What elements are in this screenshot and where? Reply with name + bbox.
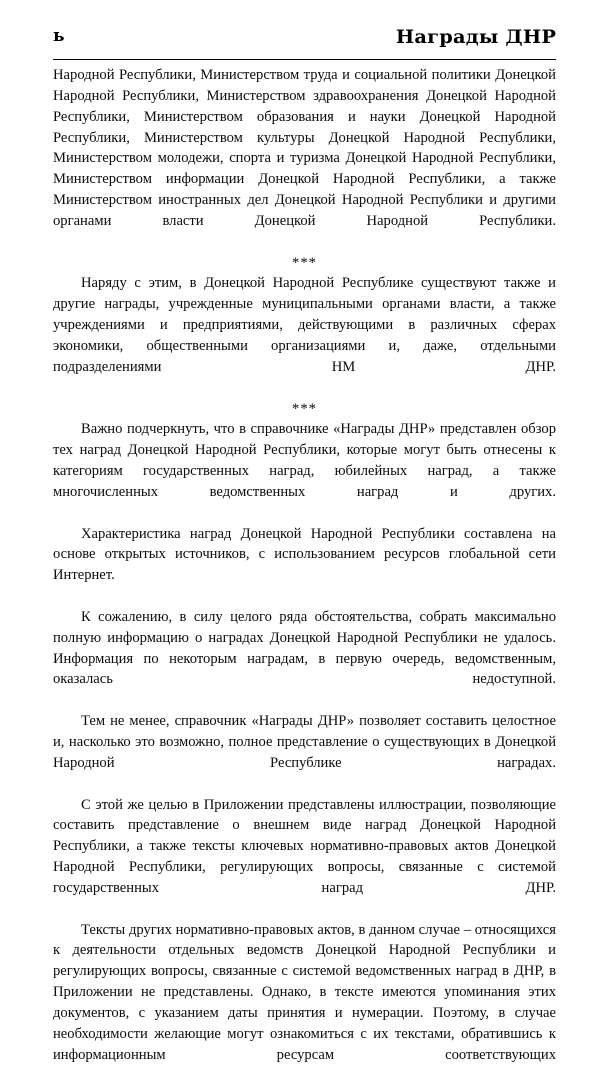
paragraph-4: Характеристика наград Донецкой Народной Республики составлена на основе открытых источников, с использованием ресурсов глобальной сети Интернет. — [53, 525, 556, 584]
paragraph-6: Тем не менее, справочник «Награды ДНР» позволяет составить целостное и, насколько это возможно, полное представление о существующих в Донецкой Народной Республике наградах. — [53, 713, 556, 771]
paragraph-1: Народной Республики, Министерством труда и социальной политики Донецкой Народной Республики, Министерством здравоохранения Донецкой Народной Республики, Министерством образования и науки Донецкой Народной Республики, Министерством культуры Донецкой Народной Республики, Министерством молодежи, спорта и туризма Донецкой Народной Республики, Министерством информации Донецкой Народной Республики, а также Министерством иностранных дел Донецкой Народной Республики и другими органами власти Донецкой Народной Республики. — [53, 67, 556, 229]
section-separator-1: *** — [292, 254, 317, 271]
page-folio: ь — [53, 26, 66, 46]
running-title: Награды ДНР — [395, 26, 556, 48]
paragraph-7: С этой же целью в Приложении представлены иллюстрации, позволяющие составить представление о внешнем виде наград Донецкой Народной Республики, а также тексты ключевых нормативно-правовых актов Донецкой Народной Республики, регулирующих вопросы, связанные с системой государственных наград ДНР. — [53, 796, 556, 896]
paragraph-3: Важно подчеркнуть, что в справочнике «Награды ДНР» представлен обзор тех наград Донецкой Народной Республики, которые могут быть отнесены к категориям государственных наград, юбилейных наград, а также многочисленных ведомственных наград и других. — [53, 421, 556, 500]
paragraph-5: К сожалению, в силу целого ряда обстоятельства, собрать максимально полную информацию о наградах Донецкой Народной Республики не удалось. Информация по некоторым наградам, в первую очередь, ведомственным, оказалась недоступной. — [53, 608, 556, 688]
paragraph-8: Тексты других нормативно-правовых актов, в данном случае – относящихся к деятельности отдельных ведомств Донецкой Народной Республики и регулирующих вопросы, связанные с системой ведомственных наград в ДНР, в Приложении не представлены. Однако, в тексте имеются упоминания этих документов, с указанием даты принятия и нумерации. Поэтому, в случае необходимости желающие могут ознакомиться с их текстами, обратившись к информационным ресурсам соответствующих — [53, 921, 556, 1063]
running-header — [53, 28, 556, 58]
paragraph-2: Наряду с этим, в Донецкой Народной Республике существуют также и другие награды, учрежденные муниципальными органами власти, а также учреждениями и предприятиями, действующими в различных сферах экономики, общественными организациями и, даже, отдельными подразделениями НМ ДНР. — [53, 275, 556, 375]
header-rule-divider — [53, 59, 556, 60]
section-separator-2: *** — [292, 400, 317, 417]
body-text-column — [53, 65, 556, 1086]
